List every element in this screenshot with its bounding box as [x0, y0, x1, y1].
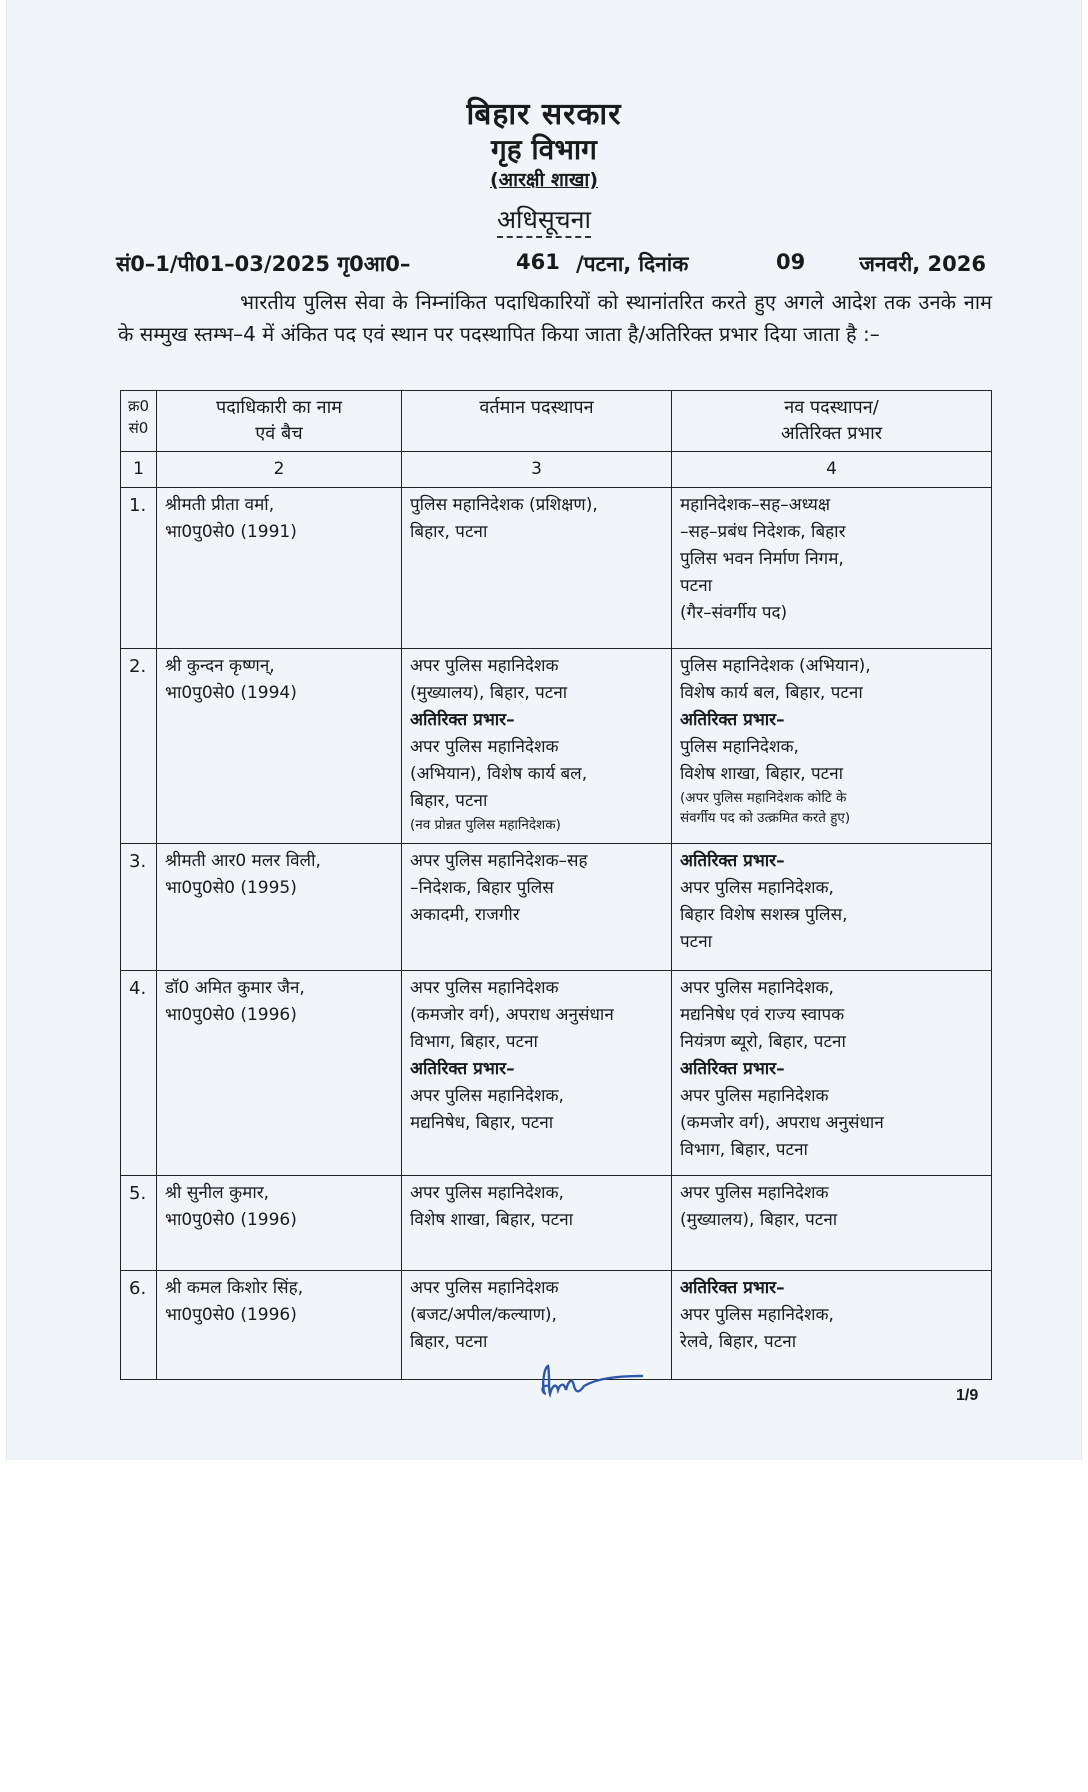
- current-posting-line: अपर पुलिस महानिदेशक–सह: [410, 851, 588, 871]
- reference-day: 09: [776, 250, 806, 274]
- current-posting-line: (बजट/अपील/कल्याण),: [410, 1305, 557, 1325]
- current-posting-line: अकादमी, राजगीर: [410, 905, 520, 925]
- header-serial-line1: क्र0: [127, 397, 150, 415]
- current-posting-line: (कमजोर वर्ग), अपराध अनुसंधान: [410, 1005, 614, 1025]
- officer-cell: [157, 488, 402, 649]
- serial-number-cell: 6.: [121, 1271, 157, 1380]
- new-posting-cell: [672, 1176, 992, 1271]
- column-number: 1: [121, 452, 157, 488]
- officer-cell: [157, 971, 402, 1176]
- table-row: [121, 488, 992, 649]
- header-serial: [121, 391, 157, 452]
- current-posting-line: अपर पुलिस महानिदेशक,: [410, 1183, 564, 1203]
- officer-name: डॉ0 अमित कुमार जैन,: [165, 978, 305, 998]
- new-posting-line: मद्यनिषेध एवं राज्य स्वापक: [680, 1005, 845, 1025]
- current-posting-line: (मुख्यालय), बिहार, पटना: [410, 683, 568, 703]
- current-posting-line: अपर पुलिस महानिदेशक: [410, 978, 559, 998]
- new-posting-line: –सह–प्रबंध निदेशक, बिहार: [680, 522, 846, 542]
- current-posting-cell: [402, 971, 672, 1176]
- officer-name: श्री सुनील कुमार,: [165, 1183, 270, 1203]
- current-posting-line: बिहार, पटना: [410, 1332, 488, 1352]
- current-posting-line: बिहार, पटना: [410, 522, 488, 542]
- serial-number-cell: 1.: [121, 488, 157, 649]
- department-title: गृह विभाग: [491, 133, 597, 166]
- notification-title: [0, 202, 1088, 236]
- header-name: [157, 391, 402, 452]
- column-number-row: [121, 452, 992, 488]
- additional-charge-label: अतिरिक्त प्रभार–: [680, 1278, 785, 1298]
- new-note-line: (अपर पुलिस महानिदेशक कोटि के: [680, 790, 847, 806]
- header-new-line2: अतिरिक्त प्रभार: [780, 423, 883, 444]
- current-additional-line: बिहार, पटना: [410, 791, 488, 811]
- new-posting-line: (गैर–संवर्गीय पद): [680, 603, 788, 623]
- current-posting-line: पुलिस महानिदेशक (प्रशिक्षण),: [410, 495, 598, 515]
- page-number: 1/9: [956, 1387, 979, 1404]
- officer-cell: [157, 1271, 402, 1380]
- table-row: [121, 971, 992, 1176]
- new-additional-line: विभाग, बिहार, पटना: [680, 1140, 808, 1160]
- officer-batch: भा0पु0से0 (1996): [165, 1305, 297, 1325]
- new-additional-line: अपर पुलिस महानिदेशक,: [680, 1305, 834, 1325]
- officer-cell: [157, 1176, 402, 1271]
- serial-number-cell: 2.: [121, 649, 157, 844]
- current-additional-line: अपर पुलिस महानिदेशक,: [410, 1086, 564, 1106]
- reference-place: /पटना, दिनांक: [576, 252, 689, 276]
- notification-text: अधिसूचना: [497, 205, 591, 238]
- current-posting-line: विशेष शाखा, बिहार, पटना: [410, 1210, 574, 1230]
- table-header-row: [121, 391, 992, 452]
- new-additional-line: विशेष शाखा, बिहार, पटना: [680, 764, 844, 784]
- current-posting-line: अपर पुलिस महानिदेशक: [410, 1278, 559, 1298]
- new-posting-line: विशेष कार्य बल, बिहार, पटना: [680, 683, 863, 703]
- current-note: (नव प्रोन्नत पुलिस महानिदेशक): [410, 817, 561, 833]
- new-additional-line: (कमजोर वर्ग), अपराध अनुसंधान: [680, 1113, 884, 1133]
- new-posting-line: पटना: [680, 576, 713, 596]
- branch-text: (आरक्षी शाखा): [489, 169, 599, 191]
- new-posting-line: नियंत्रण ब्यूरो, बिहार, पटना: [680, 1032, 846, 1052]
- additional-charge-label: अतिरिक्त प्रभार–: [410, 710, 515, 730]
- officer-batch: भा0पु0से0 (1996): [165, 1005, 297, 1025]
- posting-table: [120, 390, 992, 1380]
- officer-batch: भा0पु0से0 (1995): [165, 878, 297, 898]
- header-name-line2: एवं बैच: [255, 423, 303, 444]
- officer-cell: [157, 844, 402, 971]
- branch-title: [0, 166, 1088, 192]
- new-posting-line: (मुख्यालय), बिहार, पटना: [680, 1210, 838, 1230]
- new-posting-cell: [672, 844, 992, 971]
- additional-charge-label: अतिरिक्त प्रभार–: [680, 1059, 785, 1079]
- header-new-line1: नव पदस्थापन/: [784, 397, 879, 418]
- current-additional-line: अपर पुलिस महानिदेशक: [410, 737, 559, 757]
- reference-month-year: जनवरी, 2026: [859, 252, 986, 276]
- column-number: 4: [672, 452, 992, 488]
- officer-batch: भा0पु0से0 (1996): [165, 1210, 297, 1230]
- government-title: बिहार सरकार: [466, 97, 622, 132]
- table-row: [121, 649, 992, 844]
- header-current-posting: वर्तमान पदस्थापन: [402, 391, 672, 452]
- new-additional-line: अपर पुलिस महानिदेशक: [680, 1086, 829, 1106]
- current-posting-cell: [402, 649, 672, 844]
- signature-stroke: [543, 1366, 642, 1394]
- reference-line: [116, 250, 986, 278]
- current-posting-cell: [402, 844, 672, 971]
- current-additional-line: (अभियान), विशेष कार्य बल,: [410, 764, 588, 784]
- additional-charge-label: अतिरिक्त प्रभार–: [410, 1059, 515, 1079]
- header-new-posting: [672, 391, 992, 452]
- current-posting-line: विभाग, बिहार, पटना: [410, 1032, 538, 1052]
- new-posting-line: पुलिस भवन निर्माण निगम,: [680, 549, 844, 569]
- header-name-line1: पदाधिकारी का नाम: [215, 397, 343, 418]
- column-number: 2: [157, 452, 402, 488]
- current-additional-line: मद्यनिषेध, बिहार, पटना: [410, 1113, 554, 1133]
- intro-paragraph: भारतीय पुलिस सेवा के निम्नांकित पदाधिकारियों को स्थानांतरित करते हुए अगले आदेश तक उनके नाम के सम्मुख स्तम्भ–4 में अंकित पद एवं स्थान पर पदस्थापित किया जाता है/अतिरिक्त प्रभार दिया जाता है :–: [118, 290, 992, 346]
- new-posting-cell: [672, 488, 992, 649]
- new-additional-line: अपर पुलिस महानिदेशक,: [680, 878, 834, 898]
- current-posting-line: –निदेशक, बिहार पुलिस: [410, 878, 554, 898]
- additional-charge-label: अतिरिक्त प्रभार–: [680, 710, 785, 730]
- new-posting-line: अपर पुलिस महानिदेशक,: [680, 978, 834, 998]
- header-serial-line2: सं0: [128, 419, 149, 437]
- current-posting-cell: [402, 1176, 672, 1271]
- new-posting-line: अपर पुलिस महानिदेशक: [680, 1183, 829, 1203]
- current-posting-cell: [402, 488, 672, 649]
- reference-serial: 461: [516, 250, 560, 274]
- officer-name: श्रीमती प्रीता वर्मा,: [165, 495, 275, 515]
- serial-number-cell: 3.: [121, 844, 157, 971]
- serial-number-cell: 5.: [121, 1176, 157, 1271]
- column-number: 3: [402, 452, 672, 488]
- officer-cell: [157, 649, 402, 844]
- new-posting-cell: [672, 1271, 992, 1380]
- signature: [538, 1362, 648, 1402]
- table-row: [121, 1176, 992, 1271]
- new-additional-line: पटना: [680, 932, 713, 952]
- officer-batch: भा0पु0से0 (1994): [165, 683, 297, 703]
- reference-number: सं0–1/पी01–03/2025 गृ0आ0–: [116, 252, 411, 276]
- new-posting-line: महानिदेशक–सह–अध्यक्ष: [680, 495, 831, 515]
- additional-charge-label: अतिरिक्त प्रभार–: [680, 851, 785, 871]
- officer-name: श्रीमती आर0 मलर विली,: [165, 851, 321, 871]
- new-posting-cell: [672, 971, 992, 1176]
- officer-name: श्री कुन्दन कृष्णन्,: [165, 656, 275, 676]
- signature-loop: [542, 1386, 548, 1394]
- new-additional-line: बिहार विशेष सशस्त्र पुलिस,: [680, 905, 848, 925]
- new-additional-line: रेलवे, बिहार, पटना: [680, 1332, 797, 1352]
- officer-name: श्री कमल किशोर सिंह,: [165, 1278, 304, 1298]
- new-note-line: संवर्गीय पद को उत्क्रमित करते हुए): [680, 810, 851, 826]
- table-row: [121, 844, 992, 971]
- new-additional-line: पुलिस महानिदेशक,: [680, 737, 799, 757]
- current-posting-line: अपर पुलिस महानिदेशक: [410, 656, 559, 676]
- new-posting-cell: [672, 649, 992, 844]
- serial-number-cell: 4.: [121, 971, 157, 1176]
- new-posting-line: पुलिस महानिदेशक (अभियान),: [680, 656, 871, 676]
- officer-batch: भा0पु0से0 (1991): [165, 522, 297, 542]
